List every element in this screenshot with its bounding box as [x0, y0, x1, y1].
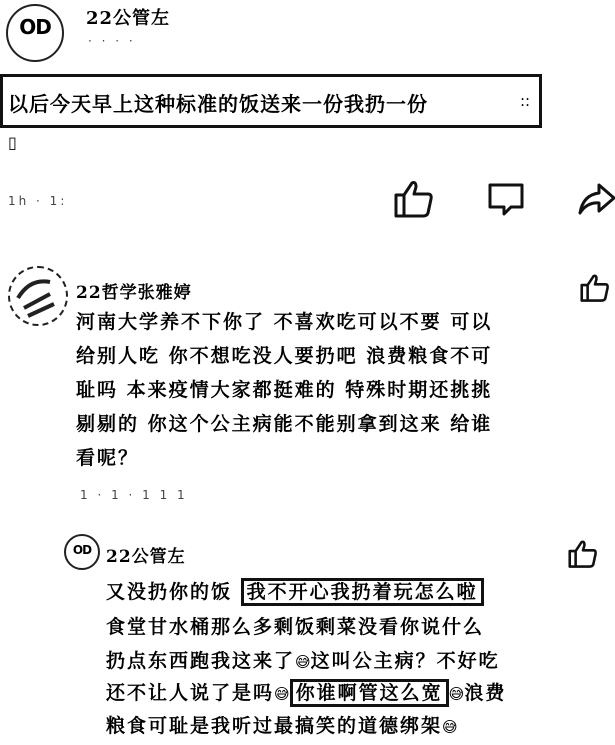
reply1-author-name[interactable]: 22公管左 [106, 547, 186, 567]
comment1-line-1: 河南大学养不下你了 不喜欢吃可以不要 可以 [76, 311, 493, 333]
comment1-line-5: 看呢？ [76, 447, 140, 469]
post-avatar-initials: OD [19, 15, 51, 39]
comment1-author-name[interactable]: 22哲学张雅婷 [76, 283, 192, 303]
reply1-highlight-1: 我不开心我扔着玩怎么啦 [241, 578, 484, 606]
reply1-line-4 [106, 677, 506, 711]
comment1-line-2: 给别人吃 你不想吃没人要扔吧 浪费粮食不可 [76, 345, 493, 367]
comment1-meta: 1 · 1 · 1 1 1 [80, 488, 188, 502]
post-meta: · · · · [88, 34, 136, 48]
reply1-like-icon[interactable] [568, 540, 598, 568]
comment1-avatar[interactable] [8, 266, 68, 326]
post-avatar[interactable] [6, 4, 64, 62]
reply1-line-5-emoji: 😅 [442, 718, 458, 736]
comment1-line-3: 耻吗 本来疫情大家都挺难的 特殊时期还挑挑 [76, 379, 493, 401]
comment1-line-4: 剔剔的 你这个公主病能不能别拿到这来 给谁 [76, 413, 493, 435]
reply1-line-2: 食堂甘水桶那么多剩饭剩菜没看你说什么 [106, 616, 485, 638]
reply1-line-5-text: 粮食可耻是我听过最搞笑的道德绑架 [106, 715, 443, 737]
post-time: 1h · 1: [8, 194, 68, 208]
like-icon[interactable] [394, 180, 434, 218]
reply1-highlight-2: 你谁啊管这么宽 [290, 679, 449, 707]
post-text: 以后今天早上这种标准的饭送来一份我扔一份 [8, 92, 428, 116]
comment-icon[interactable] [487, 182, 525, 218]
reply1-line-3-end: 这叫公主病？不好吃 [310, 650, 500, 672]
reply1-line-3-emoji: 😅 [295, 653, 311, 671]
reply1-line-4-end: 浪费 [464, 682, 507, 704]
reply1-line-5 [106, 710, 458, 744]
comment1-like-icon[interactable] [580, 274, 610, 302]
reply1-line-1 [106, 576, 484, 609]
post-text-emoji: :: [520, 92, 531, 110]
reply1-avatar[interactable] [64, 534, 100, 570]
reply1-line-4-emoji-2: 😅 [448, 685, 465, 703]
reply1-avatar-initials: OD [72, 543, 92, 557]
post-author-name[interactable]: 22公管左 [86, 8, 171, 29]
reply1-line-4-emoji: 😅 [274, 685, 290, 703]
post-checkbox[interactable]: ▯ [8, 133, 17, 152]
share-icon[interactable] [577, 182, 615, 218]
reply1-line-3-text: 扔点东西跑我这来了 [106, 650, 296, 672]
reply1-line-1-text: 又没扔你的饭 [106, 581, 241, 603]
comment1-avatar-art-icon [10, 268, 66, 324]
reply1-line-3 [106, 645, 500, 679]
reply1-line-4-text: 还不让人说了是吗 [106, 682, 275, 704]
